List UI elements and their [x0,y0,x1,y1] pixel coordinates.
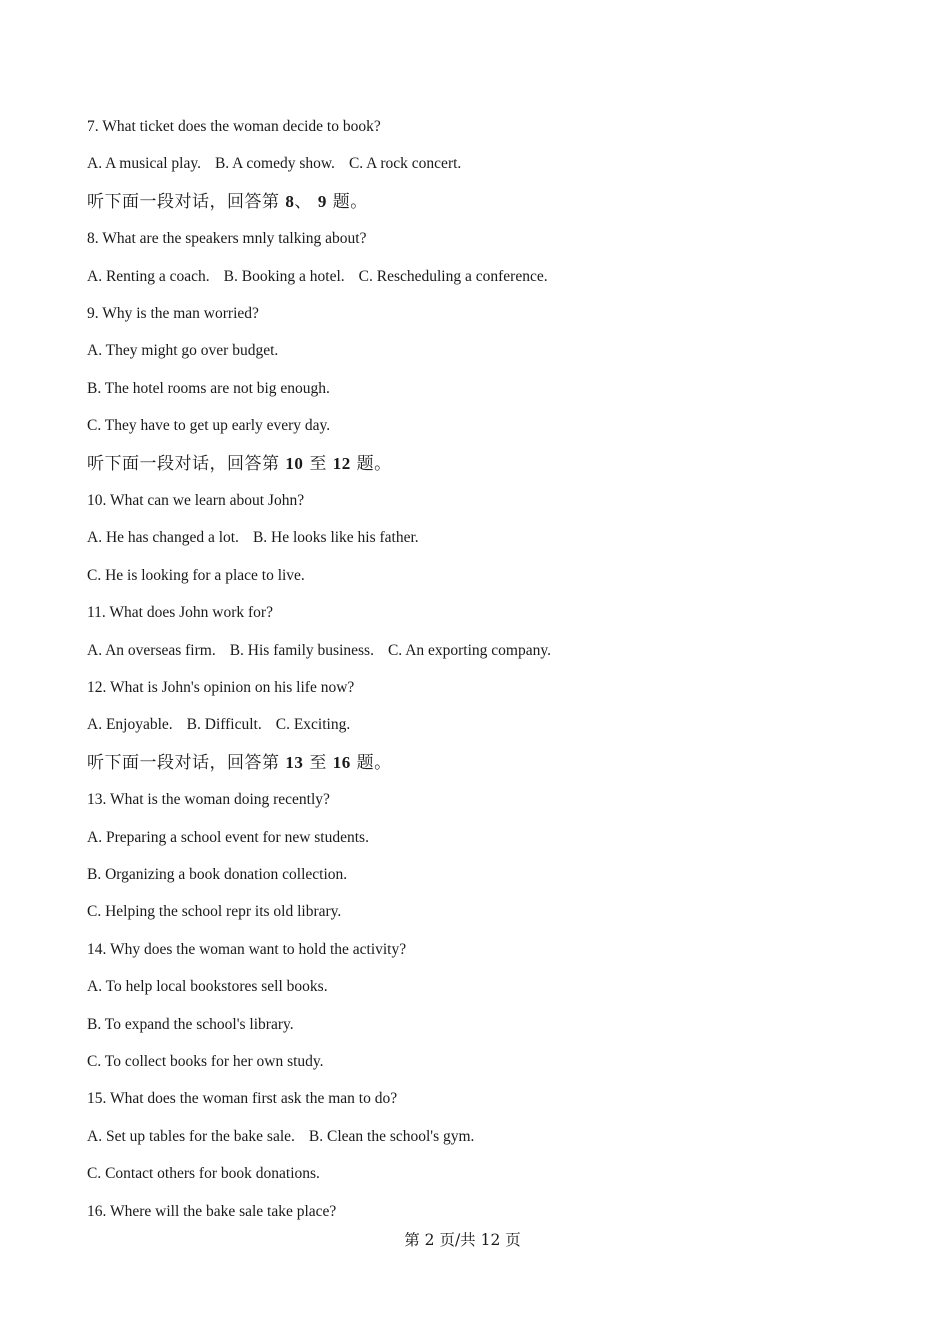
section-end-number: 9 [317,191,327,211]
option-text: B. A comedy show. [214,155,335,173]
option-text: B. Booking a hotel. [223,267,345,285]
option-text: B. Difficult. [186,716,262,734]
section-suffix: 题。 [356,752,392,773]
section-separator: 至 [309,453,327,474]
options-line [87,641,551,661]
section-suffix: 题。 [356,453,392,474]
question-line: B. The hotel rooms are not big enough. [87,379,330,397]
question-line: 10. What can we learn about John? [87,492,305,509]
question-line: 11. What does John work for? [87,604,273,622]
question-line: C. Contact others for book donations. [87,1165,320,1183]
option-text: A. An overseas firm. [87,641,216,659]
question-line: A. They might go over budget. [87,342,279,360]
section-start-number: 10 [285,453,304,473]
question-line: 9. Why is the man worried? [87,305,259,322]
question-line: 8. What are the speakers mnly talking about? [87,230,367,248]
options-line [87,154,461,174]
question-line: 13. What is the woman doing recently? [87,791,330,809]
section-heading [87,454,392,474]
options-line [87,715,350,735]
option-text: C. A rock concert. [348,155,462,173]
option-text: A. Renting a coach. [87,267,210,285]
section-heading [87,192,368,212]
option-text: B. He looks like his father. [252,529,419,547]
question-line: 16. Where will the bake sale take place? [87,1202,337,1220]
section-prefix: 听下面一段对话，回答第 [87,453,280,474]
section-separator: 、 [294,191,312,212]
section-prefix: 听下面一段对话，回答第 [87,752,280,773]
section-end-number: 12 [332,453,351,473]
section-suffix: 题。 [332,191,368,212]
question-line: C. He is looking for a place to live. [87,566,305,584]
options-line [87,528,419,548]
section-start-number: 13 [285,752,304,772]
question-line: C. Helping the school repr its old library. [87,903,342,921]
question-line: A. Preparing a school event for new students. [87,828,369,846]
section-end-number: 16 [332,752,351,772]
option-text: A. A musical play. [87,155,201,173]
option-text: B. Clean the school's gym. [308,1127,475,1145]
section-start-number: 8 [285,191,295,211]
option-text: A. He has changed a lot. [87,529,239,547]
question-line: B. Organizing a book donation collection. [87,866,348,883]
options-line [87,267,548,287]
question-line: 7. What ticket does the woman decide to book? [87,118,381,135]
option-text: C. An exporting company. [387,641,551,659]
section-heading [87,753,392,773]
question-line: B. To expand the school's library. [87,1015,294,1033]
option-text: B. His family business. [229,641,374,659]
section-separator: 至 [309,752,327,773]
question-line: C. They have to get up early every day. [87,417,331,435]
option-text: C. Rescheduling a conference. [358,267,548,285]
question-line: 15. What does the woman first ask the man to do? [87,1090,398,1108]
question-line: 12. What is John's opinion on his life now? [87,679,355,696]
option-text: A. Set up tables for the bake sale. [87,1127,295,1145]
options-line [87,1127,474,1147]
question-line: 14. Why does the woman want to hold the activity? [87,940,407,958]
page-footer: 第 2 页/共 12 页 [404,1231,521,1249]
option-text: C. Exciting. [275,716,351,734]
question-line: A. To help local bookstores sell books. [87,978,328,996]
question-line: C. To collect books for her own study. [87,1053,324,1070]
section-prefix: 听下面一段对话，回答第 [87,191,280,212]
option-text: A. Enjoyable. [87,716,173,734]
